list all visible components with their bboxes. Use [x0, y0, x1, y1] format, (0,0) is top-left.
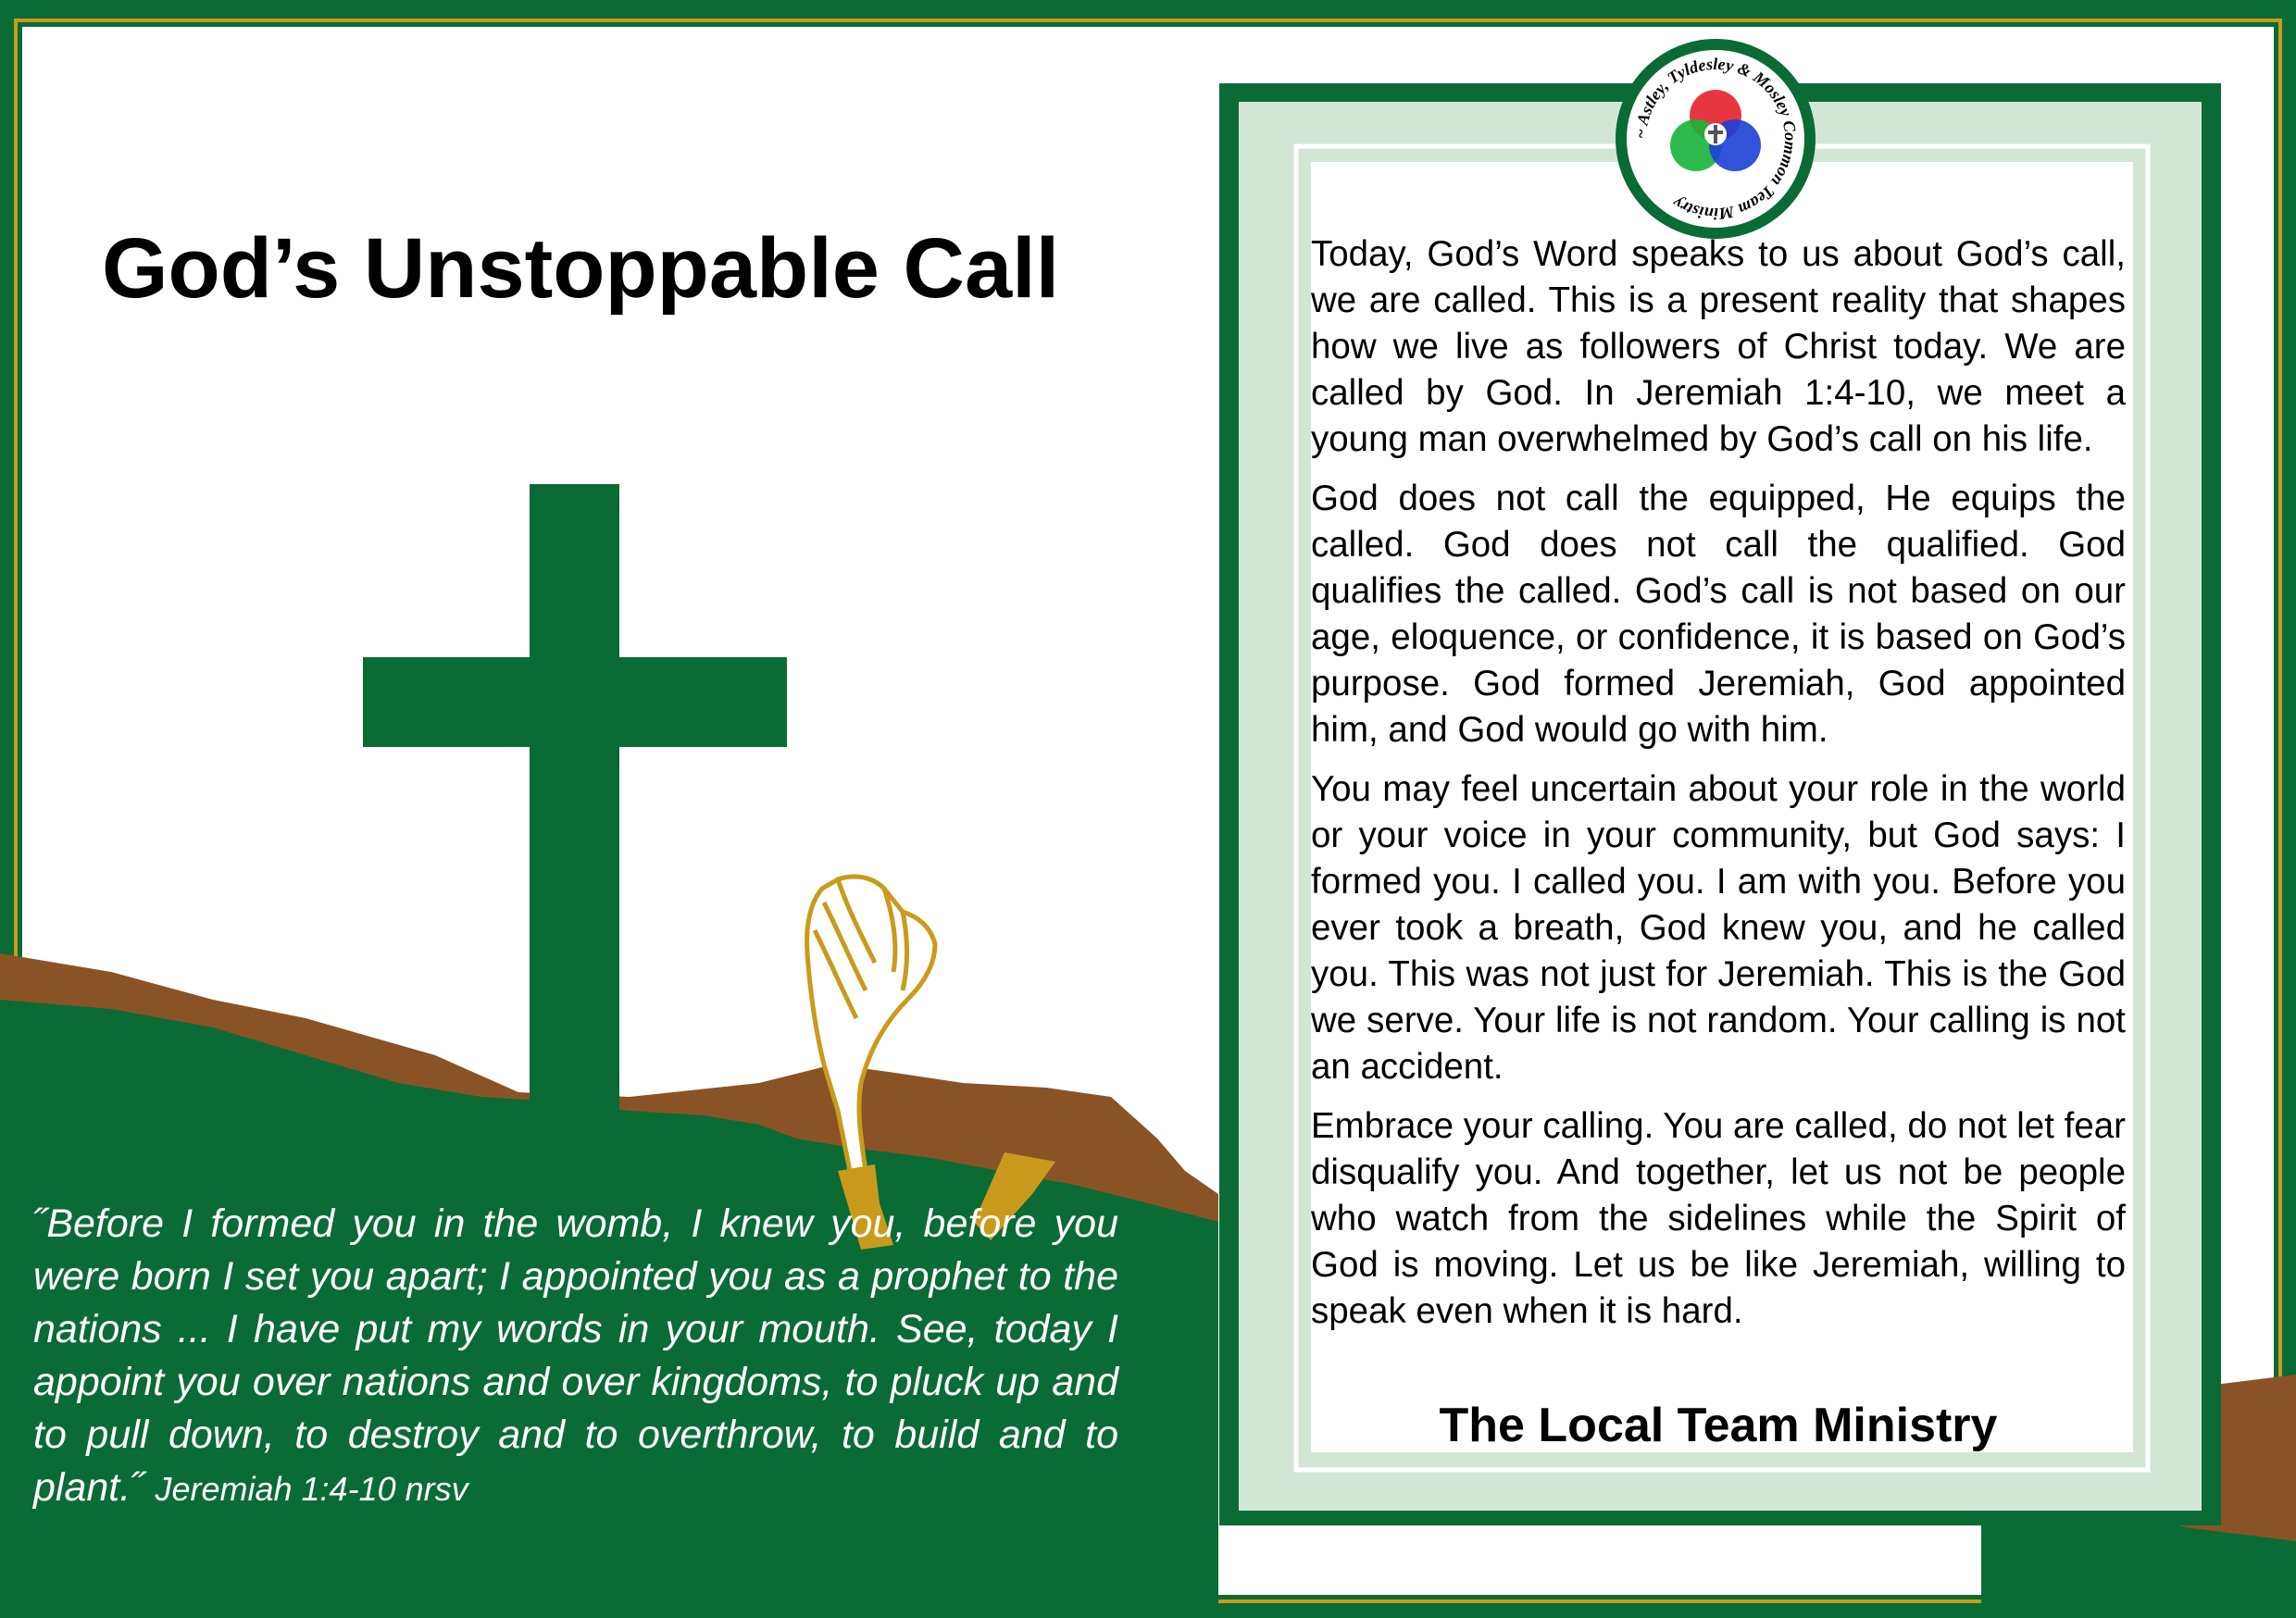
signoff: The Local Team Ministry	[1439, 1399, 1998, 1452]
quote-text: ˝Before I formed you in the womb, I knew you, before you were born I set you apart; I appointed you as a prophet to the nations ... I have put my words in your mouth. See, today I appoint you over nations and over kingdoms, to pluck up and to pull down, to destroy and to overthrow, to build and to plant.˝	[33, 1201, 1118, 1510]
team-ministry-logo	[1616, 39, 1816, 239]
quote-reference: Jeremiah 1:4-10 nrsv	[155, 1470, 468, 1508]
reflection-paragraph: Today, God’s Word speaks to us about God’s call, we are called. This is a present reality that shapes how we live as followers of Christ today. We are called by God. In Jeremiah 1:4-10, we meet a young man overwhelmed by God’s call on his life.	[1311, 234, 2126, 459]
reflection-paragraph: You may feel uncertain about your role in the world or your voice in your community, but God says: I formed you. I called you. I am with you. Before you ever took a breath, God knew you, and he called you. This was not just for Jeremiah. This is the God we serve. Your life is not random. Your calling is not an accident.	[1311, 769, 2126, 1087]
svg-text:~ Astley, Tyldesley & Mosley C: ~ Astley, Tyldesley & Mosley Common Team Ministry	[1630, 54, 1801, 224]
reflection-paragraph: Embrace your calling. You are called, do not let fear disqualify you. And together, let us not be people who watch from the sidelines while the Spirit of God is moving. Let us be like Jeremiah, willing to speak even when it is hard.	[1311, 1106, 2126, 1331]
reflection-paragraph: God does not call the equipped, He equips the called. God does not call the qualified. God qualifies the called. God’s call is not based on our age, eloquence, or confidence, it is based on God’s purpose. God formed Jeremiah, God appointed him, and God would go with him.	[1311, 479, 2126, 750]
page-title: God’s Unstoppable Call	[102, 221, 1060, 316]
scripture-quote	[33, 1198, 1118, 1515]
reflection-text	[1311, 231, 2126, 1348]
